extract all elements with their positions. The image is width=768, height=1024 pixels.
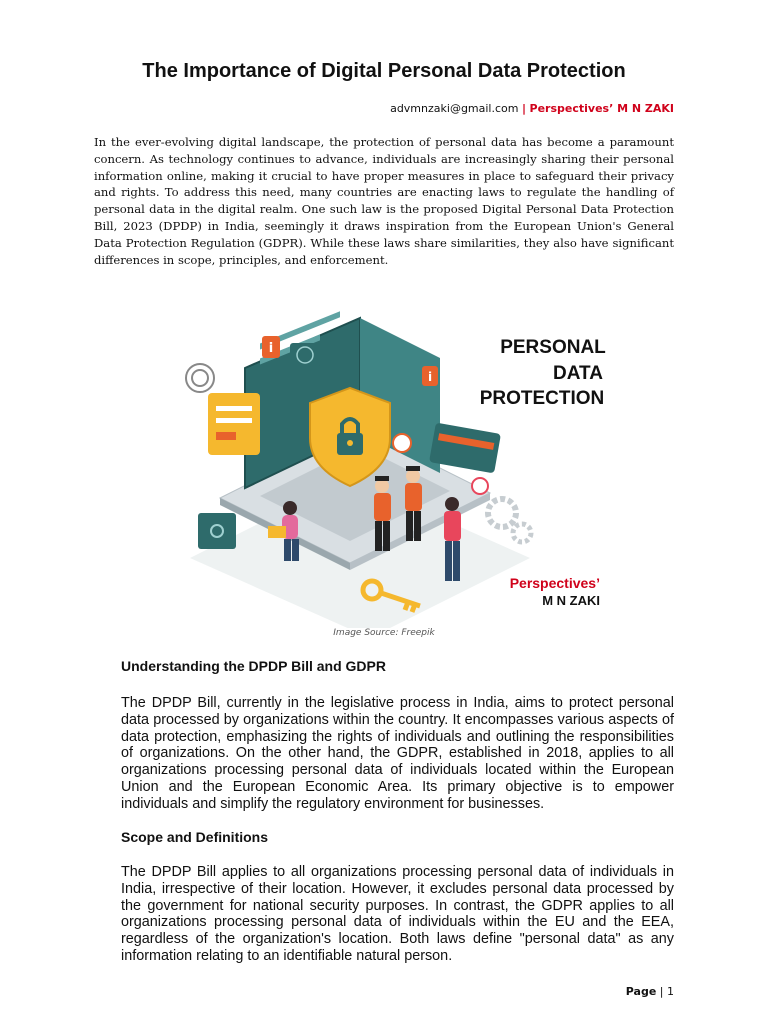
page-footer bbox=[626, 985, 674, 998]
section-body: The DPDP Bill, currently in the legislative process in India, aims to protect personal data processed by organizations within the country. It encompasses various aspects of data protection, emphasizing the rights of individuals and outlining the responsibilities of organizations. On the other hand, the GDPR, established in 2018, applies to all organizations processing personal data of individuals located within the European Union and the European Economic Area. Its primary objective is to empower individuals and simplify the regulatory environment for businesses. bbox=[121, 695, 674, 812]
login-card-icon bbox=[208, 393, 260, 455]
figure-signature-brand: Perspectives’ bbox=[509, 575, 600, 591]
safe-icon bbox=[198, 513, 236, 549]
author-email: advmnzaki@gmail.com bbox=[390, 102, 519, 115]
page-number: 1 bbox=[667, 985, 674, 998]
gear-icon bbox=[513, 524, 531, 542]
fingerprint-icon bbox=[186, 364, 214, 392]
login-button-shape bbox=[216, 432, 236, 440]
page-separator: | bbox=[659, 985, 664, 998]
login-field bbox=[216, 418, 252, 423]
svg-text:i: i bbox=[427, 370, 433, 384]
gear-icon bbox=[488, 499, 516, 527]
data-protection-illustration bbox=[150, 308, 630, 628]
section-heading: Understanding the DPDP Bill and GDPR bbox=[121, 658, 386, 674]
figure-caption: Image Source: Freepik bbox=[333, 628, 435, 638]
figure-signature-name: M N ZAKI bbox=[542, 593, 600, 608]
alert-bubble-icon bbox=[472, 478, 488, 494]
byline-separator: | bbox=[521, 102, 527, 115]
intro-paragraph: In the ever-evolving digital landscape, the protection of personal data has become a paramount concern. As technology continues to advance, individuals are increasingly sharing their personal information online, making it crucial to have proper measures in place to safeguard their privacy and rights. To address this need, many countries are enacting laws to regulate the handling of personal data in the digital realm. One such law is the proposed Digital Personal Data Protection Bill, 2023 (DPDP) in India, seemingly it draws inspiration from the European Union's General Data Protection Regulation (GDPR). While these laws share similarities, they also have significant differences in scope, principles, and enforcement. bbox=[94, 135, 674, 267]
login-field bbox=[216, 406, 252, 411]
byline bbox=[390, 102, 674, 115]
page-label: Page bbox=[625, 985, 657, 998]
svg-text:i: i bbox=[268, 341, 274, 356]
figure-headline-line: DATA bbox=[553, 363, 603, 384]
section-heading: Scope and Definitions bbox=[121, 829, 269, 845]
document-title: The Importance of Digital Personal Data Protection bbox=[142, 60, 626, 82]
keyhole bbox=[347, 440, 353, 446]
speech-bubble-icon bbox=[393, 434, 411, 452]
author-brand: Perspectives’ M N ZAKI bbox=[529, 102, 674, 115]
figure-headline-line: PERSONAL bbox=[500, 337, 606, 358]
figure-headline-line: PROTECTION bbox=[479, 388, 605, 409]
illustration-svg bbox=[150, 308, 630, 628]
section-body: The DPDP Bill applies to all organizations processing personal data of individuals in India, irrespective of their location. However, it excludes personal data processed by the government for national security purposes. In contrast, the GDPR applies to all organizations processing personal data of individuals within the EU and the EEA, regardless of the organization's location. Both laws define "personal data" as any information relating to an identifiable natural person. bbox=[121, 864, 674, 964]
